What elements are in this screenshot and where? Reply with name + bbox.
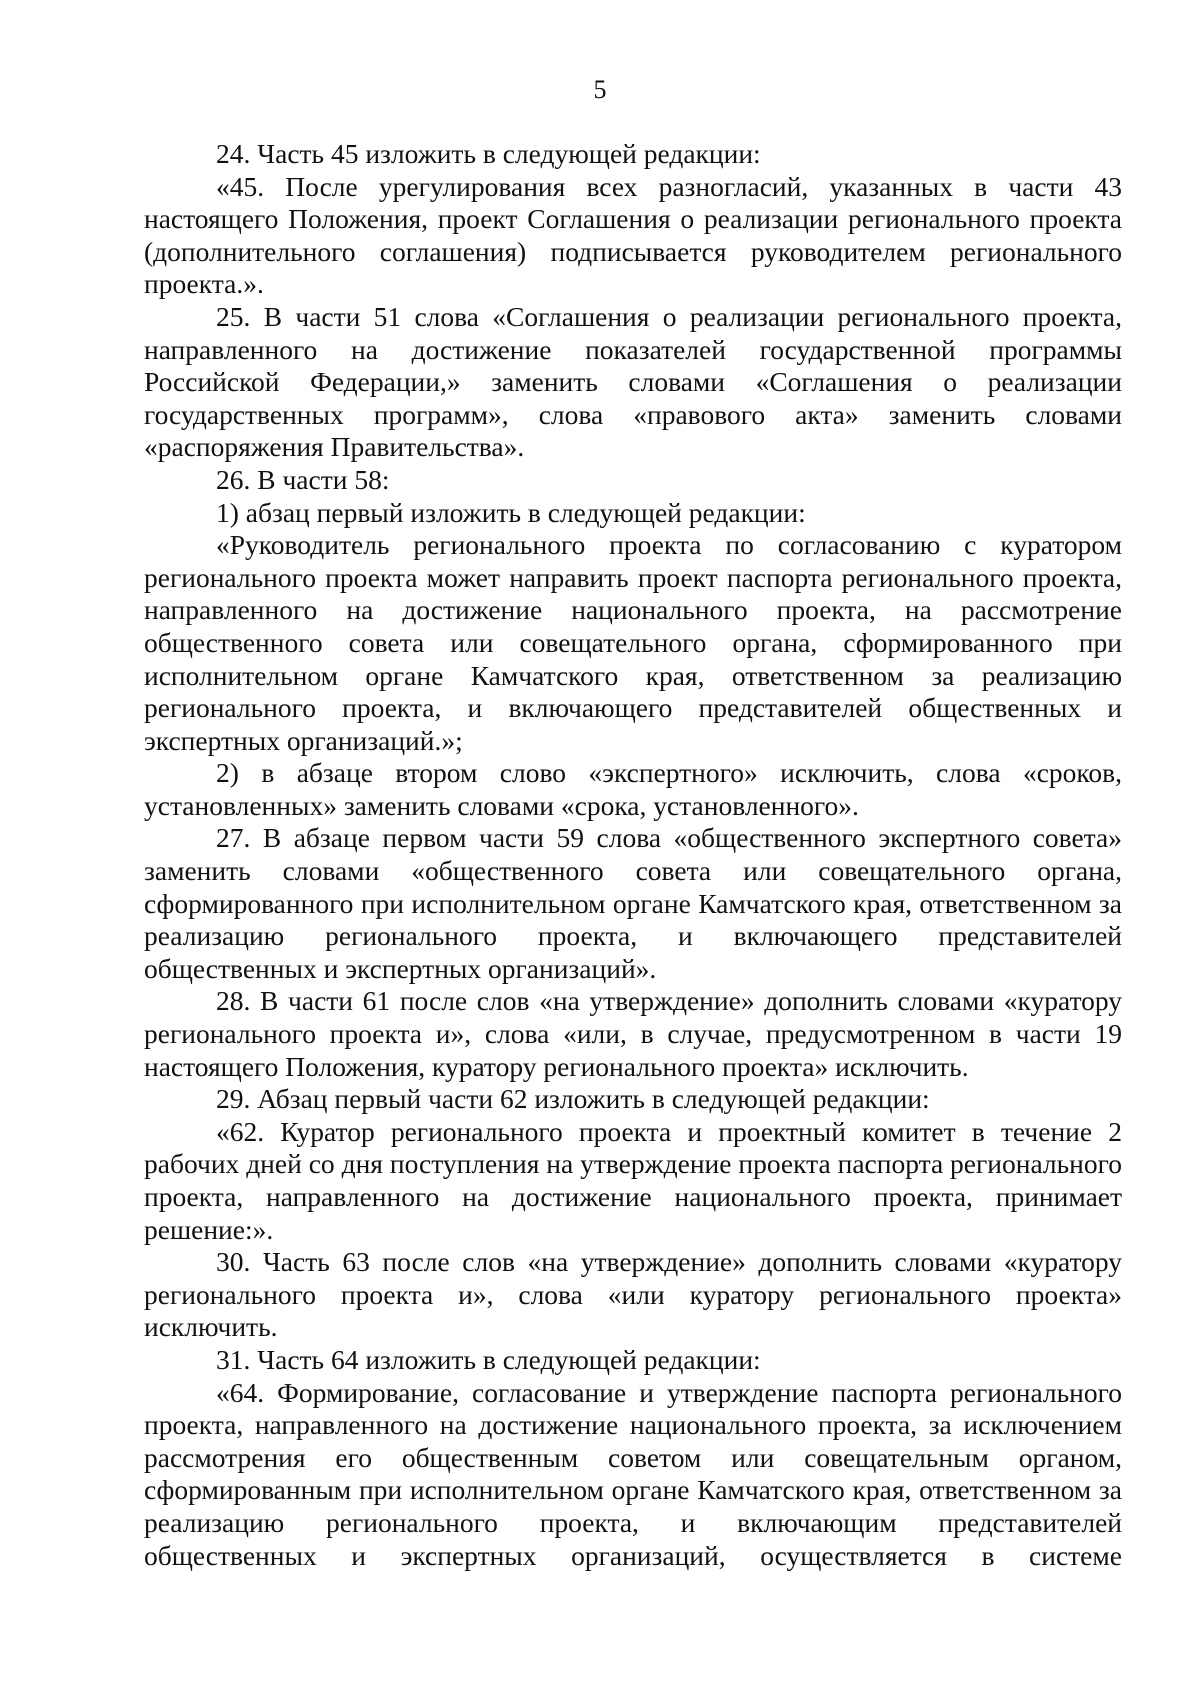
- paragraph-item-26: 26. В части 58:: [216, 463, 390, 495]
- paragraph-item-28: 28. В части 61 после слов «на утверждение» дополнить словами «куратору регионального проекта и», слова «или, в случае, предусмотренном в части 19 настоящего Положения, куратору регионального проекта» исключить.: [144, 985, 1122, 1082]
- document-body: [144, 138, 1122, 1572]
- paragraph-item-30: 30. Часть 63 после слов «на утверждение» дополнить словами «куратору регионального проекта и», слова «или куратору регионального проекта» исключить.: [144, 1246, 1122, 1343]
- paragraph-item-27: 27. В абзаце первом части 59 слова «общественного экспертного совета» заменить словами «общественного совета или совещательного органа, сформированного при исполнительном органе Камчатского края, ответственном за реализацию регионального проекта, и включающего представителей общественных и экспертных организаций».: [144, 822, 1122, 984]
- paragraph-quote-head: «Руководитель регионального проекта по согласованию с куратором регионального проекта может направить проект паспорта регионального проекта, направленного на достижение национального проекта, на рассмотрение общественного совета или совещательного органа, сформированного при исполнительном органе Камчатского края, ответственном за реализацию регионального проекта, и включающего представителей общественных и экспертных организаций.»;: [144, 529, 1122, 756]
- paragraph-quote-64: «64. Формирование, согласование и утверждение паспорта регионального проекта, направленного на достижение национального проекта, за исключением рассмотрения его общественным советом или совещательным органом, сформированным при исполнительном органе Камчатского края, ответственном за реализацию регионального проекта, и включающим представителей общественных и экспертных организаций, осуществляется в системе: [144, 1376, 1122, 1571]
- paragraph-quote-45: «45. После урегулирования всех разногласий, указанных в части 43 настоящего Положения, проект Соглашения о реализации регионального проекта (дополнительного соглашения) подписывается руководителем регионального проекта.».: [144, 170, 1122, 300]
- paragraph-item-29: 29. Абзац первый части 62 изложить в следующей редакции:: [216, 1083, 930, 1115]
- paragraph-subitem-1: 1) абзац первый изложить в следующей редакции:: [216, 496, 806, 528]
- page-number: 5: [593, 75, 607, 104]
- paragraph-item-31: 31. Часть 64 изложить в следующей редакции:: [216, 1343, 761, 1375]
- paragraph-item-25: 25. В части 51 слова «Соглашения о реализации регионального проекта, направленного на достижение показателей государственной программы Российской Федерации,» заменить словами «Соглашения о реализации государственных программ», слова «правового акта» заменить словами «распоряжения Правительства».: [144, 300, 1122, 463]
- paragraph-item-24: 24. Часть 45 изложить в следующей редакции:: [216, 138, 761, 169]
- paragraph-quote-62: «62. Куратор регионального проекта и проектный комитет в течение 2 рабочих дней со дня поступления на утверждение проекта паспорта регионального проекта, направленного на достижение национального проекта, принимает решение:».: [144, 1115, 1122, 1245]
- paragraph-subitem-2: 2) в абзаце втором слово «экспертного» исключить, слова «сроков, установленных» заменить словами «срока, установленного».: [144, 757, 1122, 821]
